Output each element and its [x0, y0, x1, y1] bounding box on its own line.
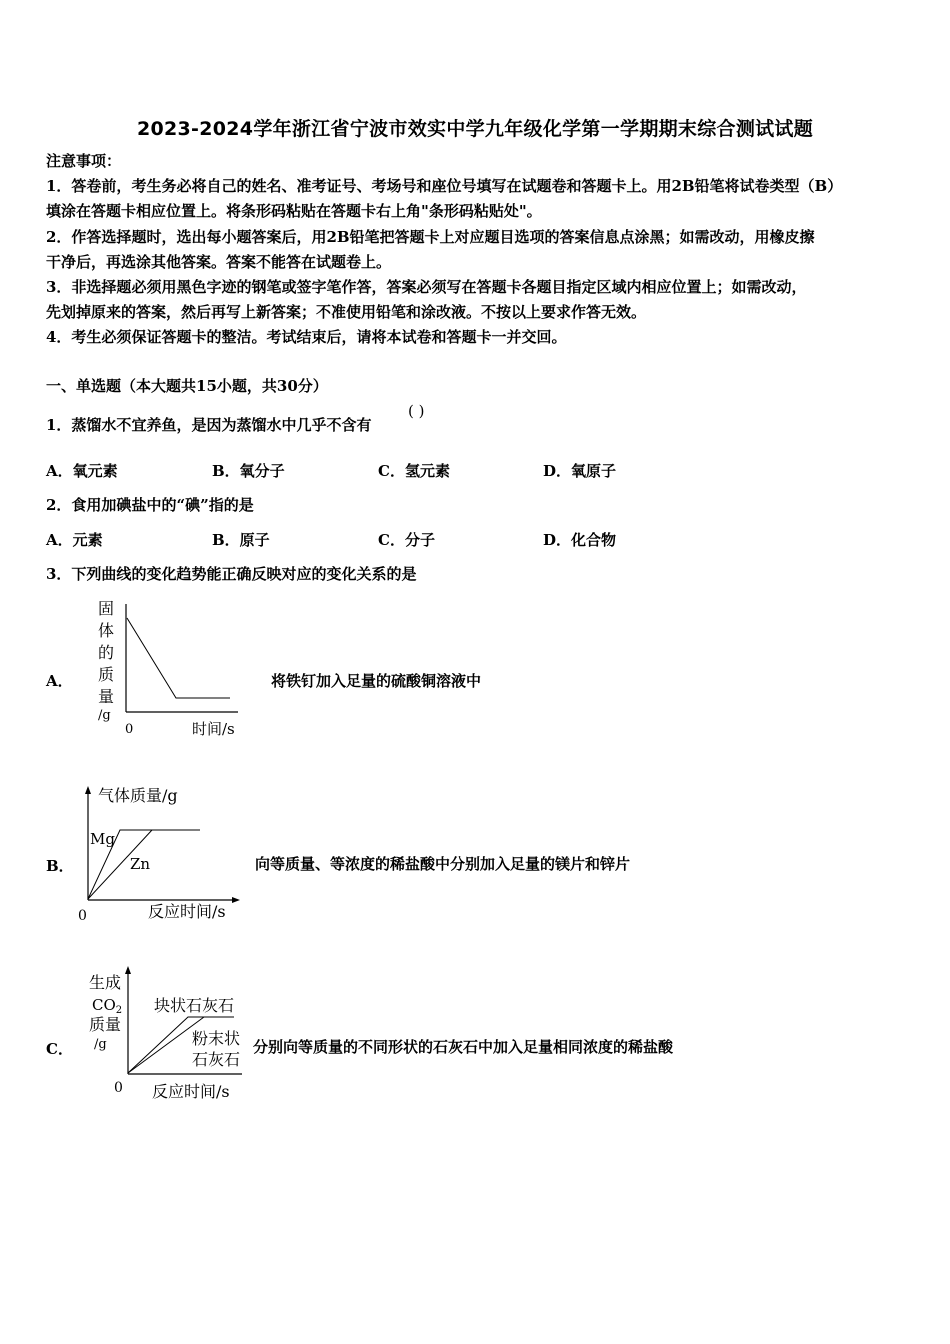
q3-option-b-desc: 向等质量、等浓度的稀盐酸中分别加入足量的镁片和锌片 — [255, 855, 631, 873]
q3-b-x-arrow — [232, 897, 240, 903]
q1-stem: 1．蒸馏水不宜养鱼，是因为蒸馏水中几乎不含有 — [46, 416, 372, 434]
q3-c-ylabel-2: CO — [92, 996, 116, 1014]
q3-graph-c — [84, 962, 249, 1112]
q3-option-a-label: A． — [46, 672, 73, 690]
q3-stem: 3．下列曲线的变化趋势能正确反映对应的变化关系的是 — [46, 565, 417, 583]
notice-line-6: 先划掉原来的答案，然后再写上新答案；不准使用铅笔和涂改液。不按以上要求作答无效。 — [46, 303, 647, 321]
q3-graph-a — [92, 594, 252, 744]
notice-line-2: 填涂在答题卡相应位置上。将条形码粘贴在答题卡右上角"条形码粘贴处"。 — [46, 202, 542, 220]
q1-option-c: C．氢元素 — [378, 462, 450, 480]
svg-text:CO2 — [92, 996, 122, 1016]
q3-option-b-label: B． — [46, 857, 74, 875]
q3-b-origin: 0 — [78, 908, 87, 924]
q3-c-origin: 0 — [114, 1080, 123, 1096]
q3-a-ylabel-char-1: 固 — [98, 599, 115, 618]
q1-option-d: D．氧原子 — [543, 462, 617, 480]
q1-option-b: B．氧分子 — [212, 462, 285, 480]
q3-c-y-arrow — [125, 966, 131, 974]
q3-b-label-mg: Mg — [90, 830, 115, 848]
notice-line-7: 4．考生必须保证答题卡的整洁。考试结束后，请将本试卷和答题卡一并交回。 — [46, 328, 567, 346]
q3-c-xlabel: 反应时间/s — [152, 1082, 230, 1101]
q3-c-ylabel-1: 生成 — [89, 973, 122, 992]
q3-c-label-lump: 块状石灰石 — [154, 996, 235, 1015]
q2-option-d: D．化合物 — [543, 531, 617, 549]
q1-option-a: A．氧元素 — [46, 462, 118, 480]
q3-b-xlabel: 反应时间/s — [148, 902, 226, 921]
q3-graph-b — [72, 782, 252, 928]
q2-option-b: B．原子 — [212, 531, 270, 549]
q3-a-ylabel-char-5: 量 — [98, 687, 115, 706]
q2-option-c: C．分子 — [378, 531, 435, 549]
notice-line-1: 1．答卷前，考生务必将自己的姓名、准考证号、考场号和座位号填写在试题卷和答题卡上。用2B铅笔将试卷类型（B） — [46, 177, 843, 195]
q3-a-ylabel-char-3: 的 — [98, 643, 115, 662]
notice-line-3: 2．作答选择题时，选出每小题答案后，用2B铅笔把答题卡上对应题目选项的答案信息点涂黑；如需改动，用橡皮擦 — [46, 228, 815, 246]
q3-c-ylabel-3: 质量 — [89, 1015, 122, 1034]
q3-a-ylabel-char-2: 体 — [98, 621, 115, 640]
q3-c-label-powder-2: 石灰石 — [192, 1050, 241, 1069]
q2-option-a: A．元素 — [46, 531, 103, 549]
q3-c-yunit: /g — [94, 1037, 107, 1052]
q3-a-xlabel: 时间/s — [192, 720, 235, 738]
q3-b-label-zn: Zn — [130, 855, 151, 873]
q3-a-ylabel-char-4: 质 — [98, 665, 115, 684]
q3-b-y-arrow — [85, 786, 91, 794]
q3-c-label-powder-1: 粉末状 — [192, 1029, 241, 1048]
q3-c-ylabel-2-sub: 2 — [115, 1005, 123, 1016]
notice-heading: 注意事项： — [46, 152, 122, 170]
notice-line-5: 3．非选择题必须用黑色字迹的钢笔或签字笔作答，答案必须写在答题卡各题目指定区域内相应位置上；如需改动， — [46, 278, 807, 296]
section-heading: 一、单选题（本大题共15小题，共30分） — [46, 377, 328, 395]
q3-a-curve — [127, 618, 230, 698]
q3-a-yunit: /g — [98, 708, 111, 723]
q1-answer-paren: ( ) — [408, 402, 425, 420]
q3-a-origin: 0 — [125, 722, 134, 737]
q3-option-c-desc: 分别向等质量的不同形状的石灰石中加入足量相同浓度的稀盐酸 — [253, 1038, 674, 1056]
notice-line-4: 干净后，再选涂其他答案。答案不能答在试题卷上。 — [46, 253, 392, 271]
q3-option-a-desc: 将铁钉加入足量的硫酸铜溶液中 — [271, 672, 482, 690]
q3-b-ylabel: 气体质量/g — [98, 786, 178, 805]
page-title: 2023-2024学年浙江省宁波市效实中学九年级化学第一学期期末综合测试试题 — [136, 118, 814, 140]
q2-stem: 2．食用加碘盐中的“碘”指的是 — [46, 496, 254, 514]
q3-option-c-label: C． — [46, 1040, 73, 1058]
